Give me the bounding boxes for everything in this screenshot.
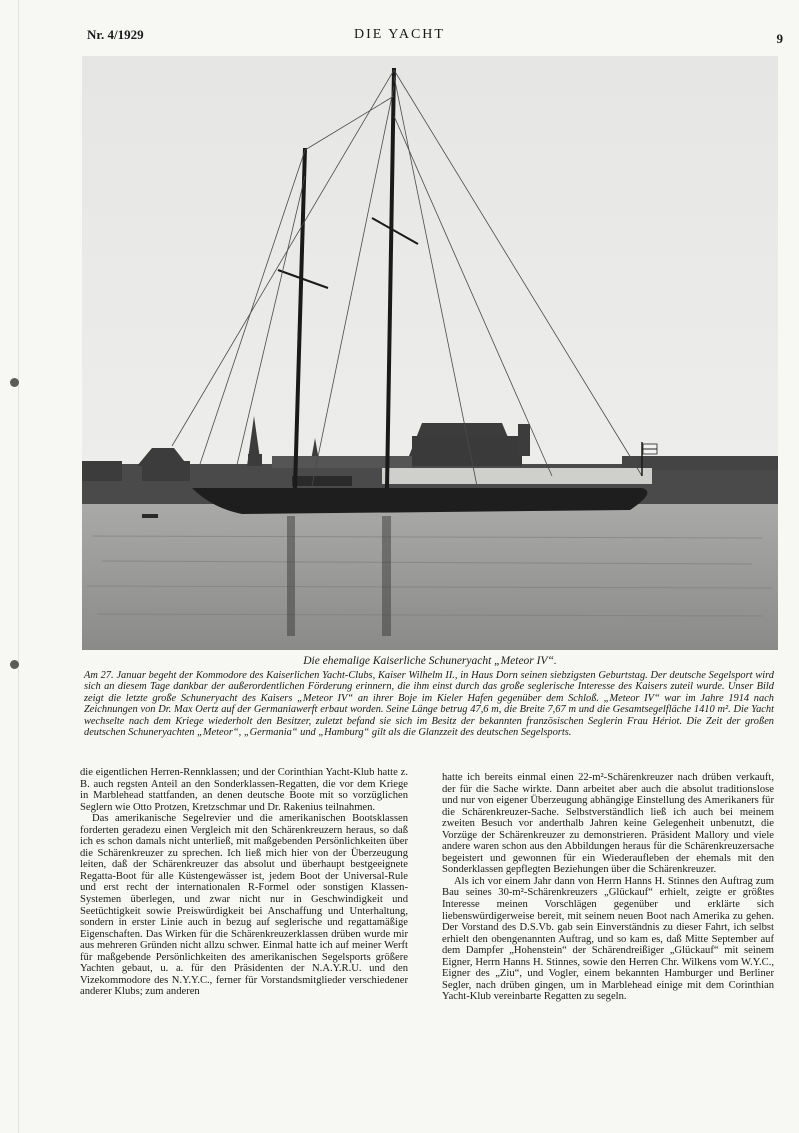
- sail-cover: [382, 468, 652, 484]
- article-column-left: [80, 767, 408, 998]
- ink-smudge: [10, 660, 19, 669]
- photo-caption-body: Am 27. Januar begeht der Kommodore des Kaiserlichen Yacht-Clubs, Kaiser Wilhelm II., in Haus Dorn seinen siebzigsten Geburtstag. Der deutsche Segelsport wird sich an diesem Tage dankbar der außerordentlichen Förderung erinnern, die ihm einst durch das große seglerische Interesse des Kaisers zuteil wurde. Unser Bild zeigt die letzte große Schuneryacht des Kaisers „Meteor IV“ an ihrer Boje im Kieler Hafen gegenüber dem Schloß. „Meteor IV“ war im Jahre 1914 nach Zeichnungen von Dr. Max Oertz auf der Germaniawerft erbaut worden. Seine Länge betrug 47,6 m, die Breite 7,67 m und die Gesamtsegelfläche 1410 m². Die Yacht wechselte nach dem Kriege wiederholt den Besitzer, zuletzt befand sie sich im Besitz der bekannten französischen Seglerin Frau Hériot. Die Zeit der großen deutschen Schuneryachten „Meteor“, „Germania“ und „Hamburg“ gilt als die Glanzzeit des deutschen Segelsports.: [84, 670, 774, 739]
- page-header: [0, 27, 799, 47]
- ink-smudge: [10, 378, 19, 387]
- yacht-hull: [192, 488, 647, 514]
- issue-number: Nr. 4/1929: [87, 27, 144, 42]
- page-edge: [18, 0, 19, 1133]
- article-column-right: [442, 772, 774, 1003]
- paragraph: hatte ich bereits einmal einen 22-m²-Schärenkreuzer nach drüben verkauft, der für die Sache wirkte. Dann arbeitet aber auch die absolut traditionslose und nur von eigener Überzeugung abhängige Einstellung des Amerikaners für die Schärenkreuzer-Sache. Selbstverständlich ließ ich auch bei meinem zweiten Besuch vor anderthalb Jahren keine Gelegenheit unbenutzt, die Vorzüge der Schärenkreuzer zu demonstrieren. Präsident Mallory und viele andere waren schon aus den Abbildungen heraus für die Schärenkreuzersache begeistert und gewonnen für ein Wiederaufleben der ehemals mit den Sonderklassen gepflegten Beziehungen über die Schärenkreuzer.: [442, 772, 774, 876]
- paragraph: die eigentlichen Herren-Rennklassen; und der Corinthian Yacht-Klub hatte z. B. auch regsten Anteil an den Sonderklassen-Regatten, die vor dem Kriege in Marblehead stattfanden, an denen deutsche Boote mit so vorzüglichen Seglern wie Otto Protzen, Kretzschmar und Dr. Rakenius teilnahmen.: [80, 767, 408, 813]
- journal-title: DIE YACHT: [354, 27, 445, 42]
- photo-caption-title: Die ehemalige Kaiserliche Schuneryacht „Meteor IV“.: [303, 655, 557, 667]
- paragraph: Als ich vor einem Jahr dann von Herrn Hanns H. Stinnes den Auftrag zum Bau seines 30-m²-Schärenkreuzers „Glückauf“ erhielt, zeigte er größtes Interesse meinen Vorschlägen gegenüber und erklärte sich liebenswürdigerweise bereit, mit seinem neuen Boot nach Amerika zu gehen. Der Vorstand des D.S.Vb. gab sein Einverständnis zu dieser Fahrt, ich selbst erhielt den obengenannten Auftrag, und so kam es, daß Mitte September auf dem Dampfer „Hohenstein“ der Schärendreißiger „Glückauf“ mit seinem Eigner, Herrn Hanns H. Stinnes, sowie den Herren Chr. Wilkens vom W.Y.C., Eigner des „Ziu“, und Vogler, einem bekannten Hamburger und Berliner Segler, nach drüben gingen, um in Marblehead einige mit dem Corinthian Yacht-Klub vereinbarte Regatten zu segeln.: [442, 875, 774, 1003]
- schooner-photo: [82, 56, 778, 650]
- page-number: 9: [776, 31, 783, 46]
- paragraph: Das amerikanische Segelrevier und die amerikanischen Bootsklassen forderten geradezu einen Vergleich mit den Schärenkreuzern heraus, so daß ich es schon damals nicht unterließ, mit maßgebenden Persönlichkeiten über die Schärenkreuzer zu sprechen. Ich ließ mich hier von der Überzeugung leiten, daß der Schärenkreuzer das absolut und überhaupt bestgeeignete Regatta-Boot für alle Küstengewässer ist, jedem Boot der Universal-Rule und erst recht der internationalen R-Formel oder sonstigen Klassen-Systemen überlegen, und zwar nicht nur in Geschwindigkeit und Seetüchtigkeit sowie Preiswürdigkeit bei Anschaffung und Unterhaltung, sondern in erster Linie auch in bezug auf seglerische und regattamäßige Eigenschaften. Das Wirken für die Schärenkreuzerklassen drüben wurde mir aus mehreren Gründen nicht allzu schwer. Einmal hatte ich auf meiner Werft für maßgebende Persönlichkeiten des amerikanischen Segelsports größere Yachten gebaut, u. a. für den Präsidenten der N.A.Y.R.U. und den Vizekommodore des N.Y.Y.C., ferner für Vorstandsmitglieder verschiedener anderer Klubs; zum anderen: [80, 813, 408, 998]
